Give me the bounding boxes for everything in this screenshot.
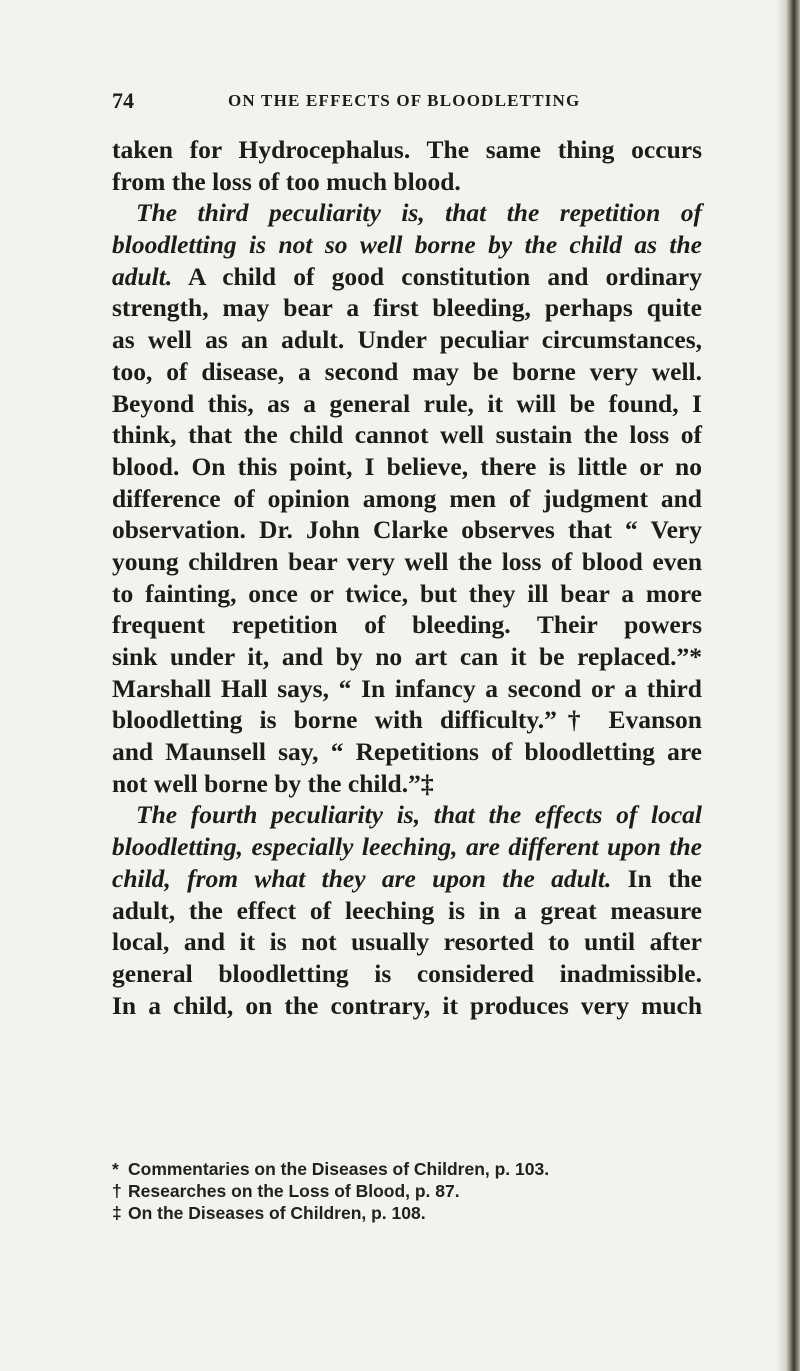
text-line [112,134,702,166]
text-run: general bloodletting is considered inadmissible. [112,958,702,988]
text-run: A child of good constitution and ordinary [172,261,702,291]
text-line [112,768,702,800]
text-line [112,261,702,293]
footnote-mark: ‡ [112,1203,122,1223]
text-line [112,419,702,451]
text-run: frequent repetition of bleeding. Their powers [112,610,702,640]
text-line [112,292,702,324]
text-run: adult, the effect of leeching is in a great measure [112,895,702,925]
text-run: taken for Hydrocephalus. The same thing occurs [112,135,702,164]
text-run: young children bear very well the loss of blood even [112,546,702,576]
footnote [112,1158,672,1180]
text-run: In the [611,863,702,893]
italic-text: The fourth peculiarity is, that the effects of local [136,800,702,830]
text-line [112,483,702,515]
italic-text: bloodletting, especially leeching, are different upon the [112,832,702,862]
text-run: blood. On this point, I believe, there is little or no [112,451,702,481]
text-line [112,324,702,356]
text-line [112,578,702,610]
text-line [112,197,702,229]
footnote-text: On the Diseases of Children, p. 108. [128,1203,426,1223]
footnote-mark: * [112,1159,119,1179]
text-line [112,451,702,483]
text-run: Marshall Hall says, “ In infancy a second or a third [112,673,702,703]
text-run: think, that the child cannot well sustain the loss of [112,420,702,450]
text-line [112,609,702,641]
text-run: bloodletting is borne with difficulty.”† Evanson [112,705,702,735]
text-run: and Maunsell say, “ Repetitions of bloodletting are [112,737,702,767]
text-run: sink under it, and by no art can it be replaced.”* [112,642,702,671]
footnote-mark: † [112,1181,122,1201]
text-line [112,704,702,736]
text-run: Beyond this, as a general rule, it will be found, I [112,388,702,418]
text-line [112,514,702,546]
body-text [112,134,702,1021]
text-run: local, and it is not usually resorted to until after [112,927,702,957]
footnote [112,1180,672,1202]
text-run: as well as an adult. Under peculiar circumstances, [112,325,702,355]
text-line [112,990,702,1022]
footnote-text: Commentaries on the Diseases of Children, p. 103. [128,1159,550,1179]
footnotes [112,1158,672,1224]
text-line [112,546,702,578]
text-run: In a child, on the contrary, it produces very much [112,990,702,1020]
footnote-text: Researches on the Loss of Blood, p. 87. [128,1181,460,1201]
italic-text: bloodletting is not so well borne by the child as the [112,230,702,260]
binding-shadow [776,0,786,1371]
text-line [112,641,702,673]
text-line [112,799,702,831]
italic-text: The third peculiarity is, that the repetition of [136,198,702,228]
text-line [112,356,702,388]
text-line [112,736,702,768]
text-run: observation. Dr. John Clarke observes that “ Very [112,515,702,545]
text-line [112,831,702,863]
text-line [112,926,702,958]
running-head: ON THE EFFECTS OF BLOODLETTING [228,91,581,110]
page-header [112,88,672,112]
italic-text: child, from what they are upon the adult. [112,863,612,893]
text-line [112,166,702,198]
text-run: too, of disease, a second may be borne very well. [112,356,702,386]
text-line [112,673,702,705]
text-run: strength, may bear a first bleeding, perhaps quite [112,293,702,323]
page-number: 74 [112,88,134,113]
book-binding-edge [786,0,800,1371]
text-line [112,895,702,927]
text-run: not well borne by the child.”‡ [112,768,434,798]
italic-text: adult. [112,261,173,291]
text-line [112,958,702,990]
text-run: to fainting, once or twice, but they ill bear a more [112,578,702,608]
text-line [112,229,702,261]
text-line [112,388,702,420]
text-run: difference of opinion among men of judgment and [112,483,702,513]
text-line [112,863,702,895]
footnote [112,1202,672,1224]
text-run: from the loss of too much blood. [112,166,461,196]
